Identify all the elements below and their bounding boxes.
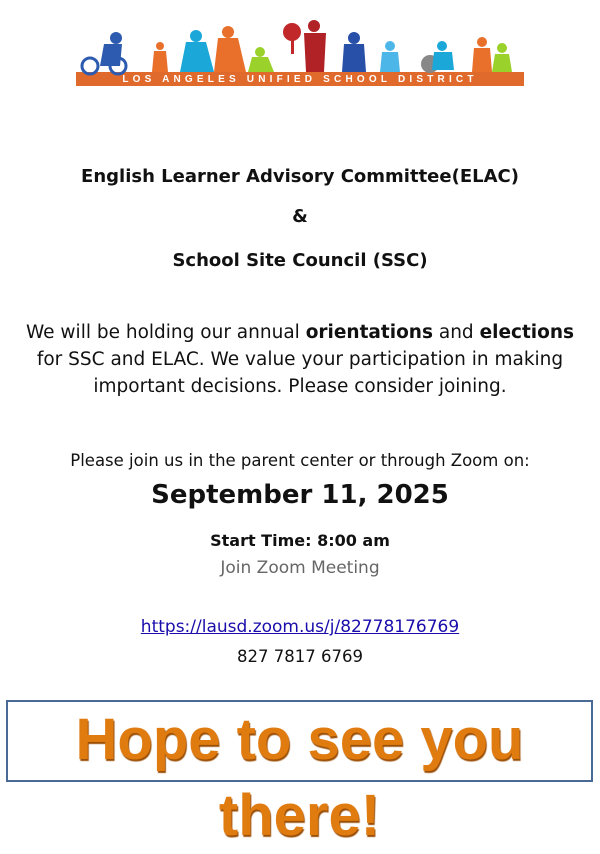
closing-banner	[6, 700, 593, 848]
invite-text: Please join us in the parent center or through Zoom on:	[70, 451, 530, 470]
intro-line-3: important decisions. Please consider joining.	[93, 376, 507, 397]
logo-text: LOS ANGELES UNIFIED SCHOOL DISTRICT	[122, 74, 478, 85]
elections-emphasis: elections	[479, 322, 575, 343]
zoom-label: Join Zoom Meeting	[220, 558, 380, 578]
intro-line-2: for SSC and ELAC. We value your participation in making	[36, 349, 564, 370]
intro-paragraph	[0, 319, 600, 400]
elac-heading: English Learner Advisory Committee(ELAC)	[81, 166, 519, 187]
zoom-link[interactable]: https://lausd.zoom.us/j/82778176769	[140, 617, 460, 637]
intro-text: We will be holding our annual	[25, 322, 306, 343]
start-time: Start Time: 8:00 am	[210, 531, 390, 550]
meeting-date: September 11, 2025	[151, 480, 449, 510]
ssc-heading: School Site Council (SSC)	[172, 250, 428, 271]
ampersand: &	[292, 206, 308, 227]
closing-text: Hope to see you there!	[75, 707, 524, 848]
orientations-emphasis: orientations	[305, 322, 433, 343]
meeting-id: 827 7817 6769	[237, 647, 363, 666]
intro-text: and	[432, 322, 480, 343]
